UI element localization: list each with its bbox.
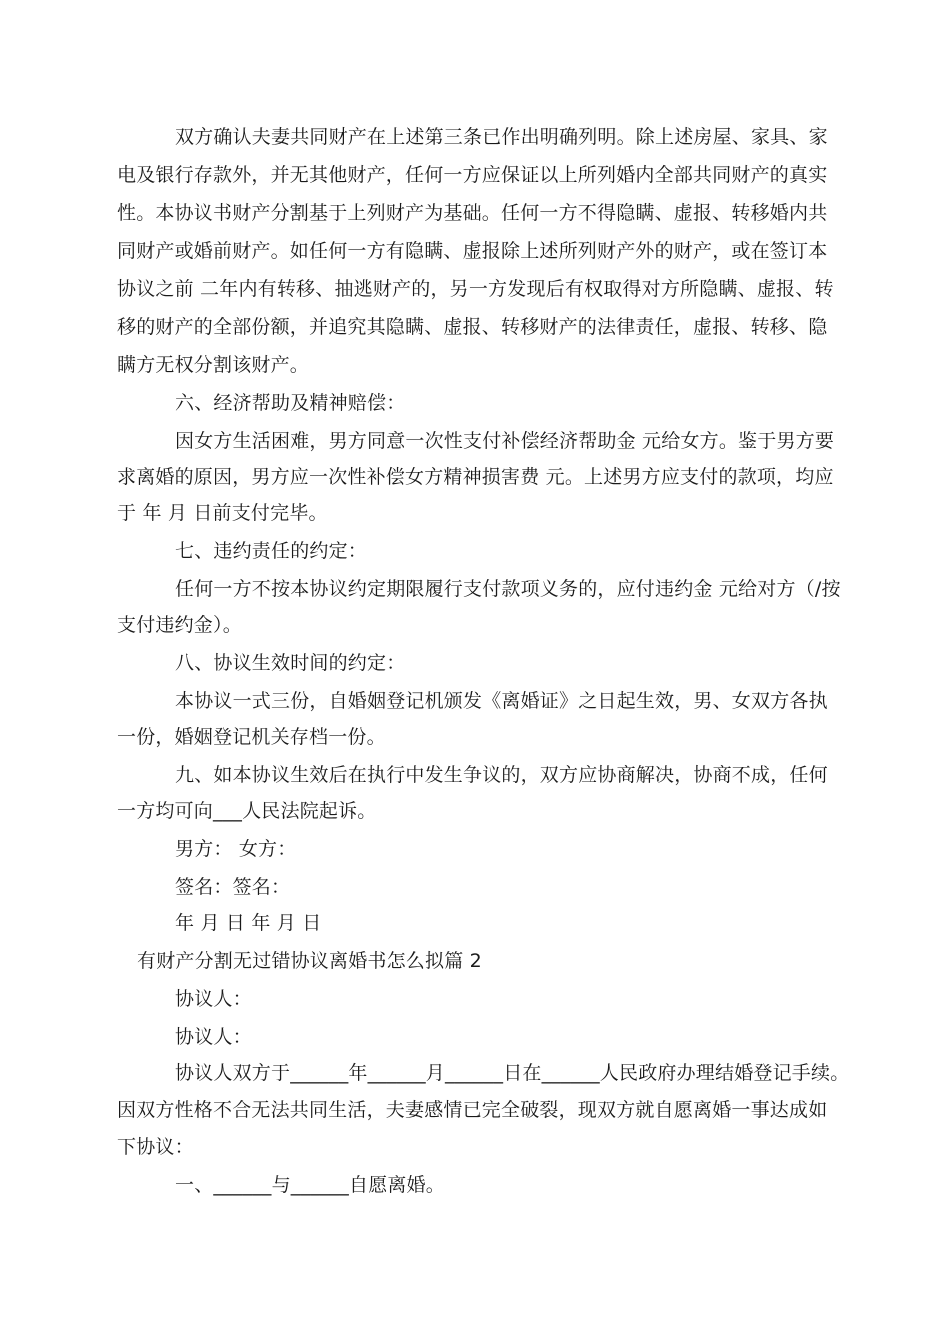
- paragraph-line: 因女方生活困难，男方同意一次性支付补偿经济帮助金 元给女方。鉴于男方要: [175, 430, 835, 452]
- paragraph-line: 双方确认夫妻共同财产在上述第三条已作出明确列明。除上述房屋、家具、家: [175, 126, 828, 148]
- paragraph-line: 九、如本协议生效后在执行中发生争议的，双方应协商解决，协商不成，任何: [175, 764, 828, 786]
- paragraph-line: 支付违约金）。: [117, 614, 242, 636]
- signature-date-line: 年 月 日 年 月 日: [175, 912, 322, 934]
- paragraph-line: 性。本协议书财产分割基于上列财产为基础。任何一方不得隐瞒、虚报、转移婚内共: [117, 202, 828, 224]
- paragraph-line: 协议之前 二年内有转移、抽逃财产的，另一方发现后有权取得对方所隐瞒、虚报、转: [117, 278, 834, 300]
- article-title: 有财产分割无过错协议离婚书怎么拟篇 2: [137, 950, 482, 972]
- paragraph-line: 一份，婚姻登记机关存档一份。: [117, 726, 386, 748]
- paragraph-line: 瞒方无权分割该财产。: [117, 354, 310, 376]
- signature-name-line: 签名：签名：: [175, 876, 291, 898]
- paragraph-line: 下协议：: [117, 1136, 194, 1158]
- paragraph-line: 任何一方不按本协议约定期限履行支付款项义务的，应付违约金 元给对方（/按: [175, 578, 841, 600]
- party-line: 协议人：: [175, 1026, 252, 1048]
- section-heading-eight: 八、协议生效时间的约定：: [175, 652, 406, 674]
- paragraph-line: 一方均可向___人民法院起诉。: [117, 800, 377, 822]
- party-line: 协议人：: [175, 988, 252, 1010]
- paragraph-line: 于 年 月 日前支付完毕。: [117, 502, 328, 524]
- paragraph-line: 因双方性格不合无法共同生活，夫妻感情已完全破裂，现双方就自愿离婚一事达成如: [117, 1099, 828, 1121]
- signature-party-line: 男方： 女方：: [175, 838, 297, 860]
- paragraph-line: 同财产或婚前财产。如任何一方有隐瞒、虚报除上述所列财产外的财产，或在签订本: [117, 240, 828, 262]
- paragraph-line: 求离婚的原因，男方应一次性补偿女方精神损害费 元。上述男方应支付的款项，均应: [117, 466, 834, 488]
- paragraph-line: 协议人双方于______年______月______日在______人民政府办理结婚登记手续。: [175, 1062, 850, 1084]
- section-heading-seven: 七、违约责任的约定：: [175, 540, 368, 562]
- paragraph-line: 移的财产的全部份额，并追究其隐瞒、虚报、转移财产的法律责任，虚报、转移、隐: [117, 316, 828, 338]
- paragraph-line: 本协议一式三份，自婚姻登记机颁发《离婚证》之日起生效，男、女双方各执: [175, 690, 828, 712]
- clause-one: 一、______与______自愿离婚。: [175, 1174, 446, 1196]
- paragraph-line: 电及银行存款外，并无其他财产，任何一方应保证以上所列婚内全部共同财产的真实: [117, 164, 828, 186]
- section-heading-six: 六、经济帮助及精神赔偿：: [175, 392, 406, 414]
